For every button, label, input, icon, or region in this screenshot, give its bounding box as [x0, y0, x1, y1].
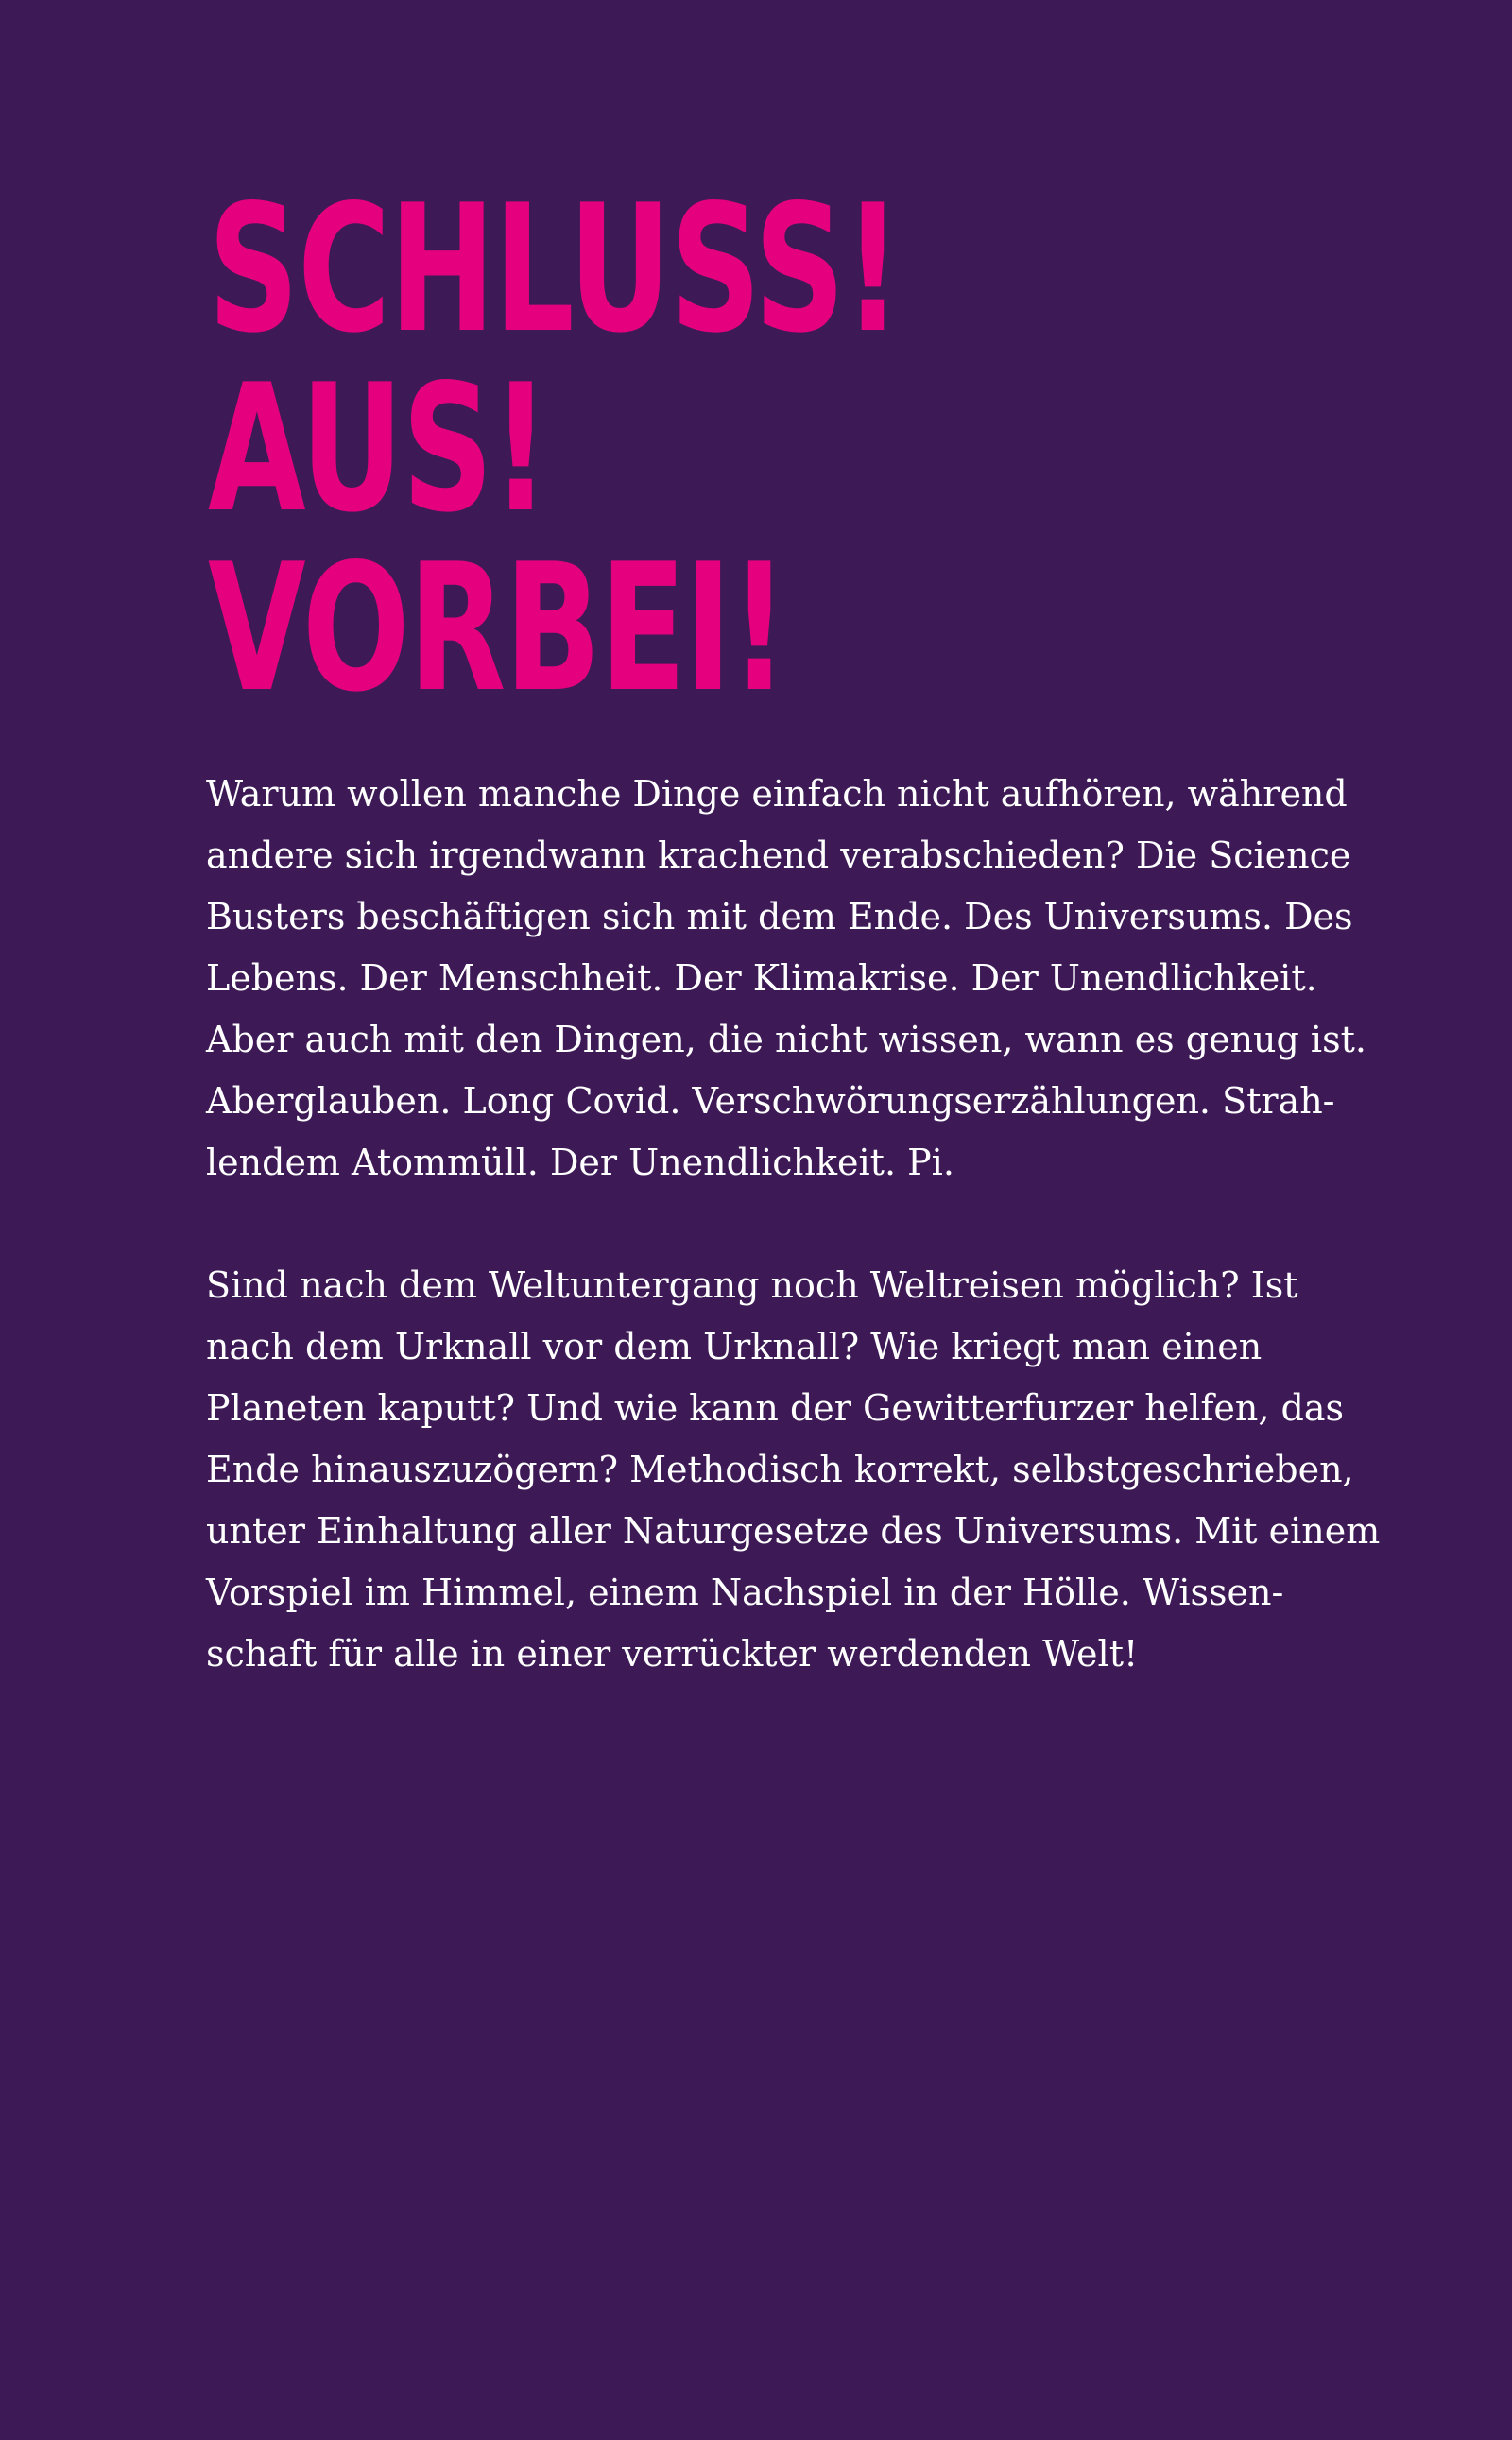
paragraph-line: lendem Atommüll. Der Unendlichkeit. Pi.: [206, 1142, 954, 1183]
blurb-paragraph-1: [206, 764, 1366, 1194]
headline-line-3: VORBEI!: [208, 525, 787, 730]
blurb-paragraph-2: [206, 1255, 1381, 1685]
paragraph-line: Aber auch mit den Dingen, die nicht wissen, wann es genug ist.: [206, 1019, 1366, 1060]
paragraph-line: Sind nach dem Weltuntergang noch Weltreisen möglich? Ist: [206, 1264, 1298, 1306]
paragraph-line: Busters beschäftigen sich mit dem Ende. Des Universums. Des: [206, 896, 1353, 937]
paragraph-line: Ende hinauszuzögern? Methodisch korrekt, selbstgeschrieben,: [206, 1449, 1354, 1490]
paragraph-line: Lebens. Der Menschheit. Der Klimakrise. Der Unendlichkeit.: [206, 957, 1317, 999]
paragraph-line: Warum wollen manche Dinge einfach nicht aufhören, während: [206, 773, 1348, 815]
paragraph-line: andere sich irgendwann krachend verabschieden? Die Science: [206, 834, 1351, 876]
paragraph-line: schaft für alle in einer verrückter werdenden Welt!: [206, 1633, 1139, 1675]
paragraph-line: Aberglauben. Long Covid. Verschwörungserzählungen. Strah-: [206, 1080, 1335, 1122]
headline-line-1: SCHLUSS!: [208, 166, 901, 371]
paragraph-line: Vorspiel im Himmel, einem Nachspiel in der Hölle. Wissen-: [206, 1572, 1284, 1613]
headline-line-2: AUS!: [208, 346, 549, 551]
paragraph-line: nach dem Urknall vor dem Urknall? Wie kriegt man einen: [206, 1326, 1263, 1367]
paragraph-line: Planeten kaputt? Und wie kann der Gewitterfurzer helfen, das: [206, 1387, 1344, 1429]
paragraph-line: unter Einhaltung aller Naturgesetze des Universums. Mit einem: [206, 1510, 1381, 1552]
blurb-text: [206, 764, 1381, 1685]
headline: [208, 166, 1169, 730]
